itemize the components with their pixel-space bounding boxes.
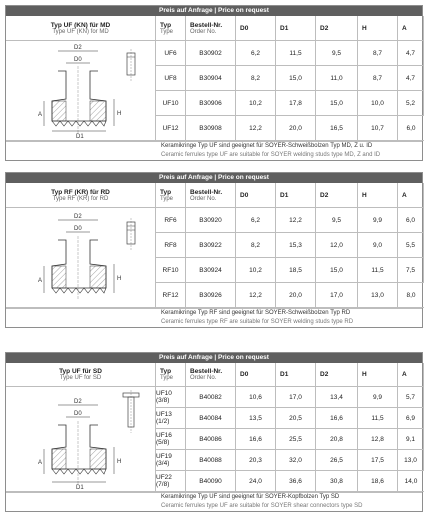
cell-h: 8,7 (358, 66, 398, 91)
svg-text:D1: D1 (76, 485, 84, 491)
section-title (6, 363, 156, 387)
cell-d0: 12,2 (236, 283, 276, 308)
header-a: A (398, 16, 424, 41)
title-de: Typ RF (KR) für RD (51, 188, 110, 196)
svg-text:A: A (38, 112, 43, 118)
header-type: Typ Type (156, 16, 186, 41)
svg-text:A: A (38, 278, 43, 284)
cell-type: RF12 (156, 283, 186, 308)
svg-text:D0: D0 (74, 57, 82, 63)
svg-text:D0: D0 (74, 411, 82, 417)
note-en: Ceramic ferrules type UF are suitable for SOYER welding studs type MD, Z and ID (161, 152, 381, 158)
cell-d0: 10,2 (236, 258, 276, 283)
cell-d0: 16,6 (236, 429, 276, 450)
header-h: H (358, 363, 398, 387)
header-order-no: Bestell-Nr. Order No. (186, 183, 236, 208)
cell-h: 10,0 (358, 91, 398, 116)
cell-order: B30904 (186, 66, 236, 91)
title-de: Typ UF (KN) für MD (50, 21, 111, 29)
section-uf-md (5, 5, 423, 161)
cell-type: RF6 (156, 208, 186, 233)
technical-drawing (6, 208, 156, 308)
cell-order: B40086 (186, 429, 236, 450)
cell-a: 5,7 (398, 387, 424, 408)
cell-d1: 17,0 (276, 387, 316, 408)
price-band: Preis auf Anfrage | Price on request (6, 6, 422, 16)
cell-d0: 10,2 (236, 91, 276, 116)
cell-h: 11,5 (358, 258, 398, 283)
ferrule-drawing-rf-rd (6, 208, 156, 308)
note-en: Ceramic ferrules type RF are suitable for SOYER welding studs type RD (161, 319, 354, 325)
cell-d1: 15,0 (276, 66, 316, 91)
svg-text:H: H (117, 459, 122, 465)
cell-d0: 10,6 (236, 387, 276, 408)
svg-text:D2: D2 (74, 45, 82, 51)
header-d1: D1 (276, 363, 316, 387)
cell-h: 9,9 (358, 387, 398, 408)
header-d2: D2 (316, 363, 358, 387)
cell-a: 6,9 (398, 408, 424, 429)
header-d0: D0 (236, 16, 276, 41)
cell-order: B40084 (186, 408, 236, 429)
cell-type: UF16 (5/8) (156, 429, 186, 450)
cell-d1: 20,5 (276, 408, 316, 429)
cell-d1: 12,2 (276, 208, 316, 233)
cell-d2: 16,5 (316, 116, 358, 141)
cell-type: UF10 (156, 91, 186, 116)
cell-d0: 8,2 (236, 66, 276, 91)
ferrule-drawing-uf-md (6, 41, 156, 141)
cell-a: 13,0 (398, 450, 424, 471)
cell-a: 8,0 (398, 283, 424, 308)
cell-type: UF19 (3/4) (156, 450, 186, 471)
cell-order: B40088 (186, 450, 236, 471)
cell-d2: 11,0 (316, 66, 358, 91)
cell-order: B30902 (186, 41, 236, 66)
cell-d1: 36,6 (276, 471, 316, 492)
svg-text:D0: D0 (74, 226, 82, 232)
note-de: Keramikringe Typ UF sind geeignet für SOYER-Schweißbolzen Typ MD, Z u. ID (161, 143, 373, 149)
header-h: H (358, 183, 398, 208)
cell-h: 8,7 (358, 41, 398, 66)
cell-h: 10,7 (358, 116, 398, 141)
svg-text:A: A (38, 460, 43, 466)
header-type: Typ Type (156, 363, 186, 387)
cell-d2: 26,5 (316, 450, 358, 471)
technical-drawing (6, 387, 156, 492)
cell-d2: 16,6 (316, 408, 358, 429)
section-notes (6, 308, 422, 327)
cell-order: B40090 (186, 471, 236, 492)
cell-type: UF6 (156, 41, 186, 66)
cell-h: 13,0 (358, 283, 398, 308)
cell-d2: 13,4 (316, 387, 358, 408)
title-de: Typ UF für SD (59, 368, 102, 375)
cell-d0: 6,2 (236, 41, 276, 66)
cell-d0: 20,3 (236, 450, 276, 471)
cell-d1: 25,5 (276, 429, 316, 450)
note-en: Ceramic ferrules type UF are suitable for SOYER shear connectors type SD (161, 503, 363, 509)
cell-a: 6,0 (398, 116, 424, 141)
cell-d0: 13,5 (236, 408, 276, 429)
cell-type: UF12 (156, 116, 186, 141)
header-d2: D2 (316, 16, 358, 41)
cell-h: 11,5 (358, 408, 398, 429)
cell-d1: 20,0 (276, 283, 316, 308)
cell-d0: 6,2 (236, 208, 276, 233)
cell-d1: 32,0 (276, 450, 316, 471)
cell-a: 14,0 (398, 471, 424, 492)
cell-type: UF13 (1/2) (156, 408, 186, 429)
cell-d0: 24,0 (236, 471, 276, 492)
section-notes (6, 141, 422, 160)
section-title (6, 16, 156, 41)
header-type: Typ Type (156, 183, 186, 208)
cell-order: B30924 (186, 258, 236, 283)
cell-order: B30906 (186, 91, 236, 116)
header-a: A (398, 183, 424, 208)
section-uf-sd (5, 352, 423, 512)
cell-d1: 11,5 (276, 41, 316, 66)
price-band: Preis auf Anfrage | Price on request (6, 173, 422, 183)
header-a: A (398, 363, 424, 387)
header-d1: D1 (276, 16, 316, 41)
cell-a: 5,2 (398, 91, 424, 116)
cell-order: B30922 (186, 233, 236, 258)
cell-type: RF10 (156, 258, 186, 283)
cell-d1: 20,0 (276, 116, 316, 141)
svg-text:D2: D2 (74, 399, 82, 405)
cell-d2: 30,8 (316, 471, 358, 492)
cell-order: B30908 (186, 116, 236, 141)
header-order-no: Bestell-Nr. Order No. (186, 16, 236, 41)
cell-d1: 15,3 (276, 233, 316, 258)
header-d2: D2 (316, 183, 358, 208)
cell-d2: 15,0 (316, 91, 358, 116)
cell-a: 4,7 (398, 66, 424, 91)
cell-a: 6,0 (398, 208, 424, 233)
cell-h: 9,9 (358, 208, 398, 233)
cell-d2: 9,5 (316, 41, 358, 66)
cell-order: B30926 (186, 283, 236, 308)
note-de: Keramikringe Typ RF sind geeignet für SOYER-Schweißbolzen Typ RD (161, 310, 351, 316)
cell-d1: 18,5 (276, 258, 316, 283)
cell-d0: 8,2 (236, 233, 276, 258)
title-en: Type UF (KN) for MD (52, 28, 109, 35)
header-h: H (358, 16, 398, 41)
svg-text:H: H (117, 111, 122, 117)
cell-h: 12,8 (358, 429, 398, 450)
header-d0: D0 (236, 183, 276, 208)
cell-type: UF10 (3/8) (156, 387, 186, 408)
header-d1: D1 (276, 183, 316, 208)
cell-h: 17,5 (358, 450, 398, 471)
section-title (6, 183, 156, 208)
svg-text:H: H (117, 276, 122, 282)
cell-d2: 15,0 (316, 258, 358, 283)
title-en: Type UF for SD (59, 375, 102, 381)
cell-h: 18,6 (358, 471, 398, 492)
svg-text:D2: D2 (74, 214, 82, 220)
cell-d2: 17,0 (316, 283, 358, 308)
cell-a: 9,1 (398, 429, 424, 450)
svg-text:D1: D1 (76, 134, 84, 140)
title-en: Type RF (KR) for RD (52, 195, 109, 202)
cell-type: RF8 (156, 233, 186, 258)
cell-a: 4,7 (398, 41, 424, 66)
section-notes (6, 492, 422, 511)
cell-order: B40082 (186, 387, 236, 408)
price-band: Preis auf Anfrage | Price on request (6, 353, 422, 363)
cell-type: UF22 (7/8) (156, 471, 186, 492)
header-d0: D0 (236, 363, 276, 387)
cell-h: 9,0 (358, 233, 398, 258)
cell-d2: 12,0 (316, 233, 358, 258)
cell-d1: 17,8 (276, 91, 316, 116)
ferrule-drawing-uf-sd (6, 387, 156, 492)
note-de: Keramikringe Typ UF sind geeignet für SOYER-Kopfbolzen Typ SD (161, 494, 340, 500)
section-rf-rd (5, 172, 423, 328)
header-order-no: Bestell-Nr. Order No. (186, 363, 236, 387)
cell-d2: 20,8 (316, 429, 358, 450)
cell-a: 7,5 (398, 258, 424, 283)
cell-a: 5,5 (398, 233, 424, 258)
cell-d0: 12,2 (236, 116, 276, 141)
technical-drawing (6, 41, 156, 141)
cell-order: B30920 (186, 208, 236, 233)
cell-type: UF8 (156, 66, 186, 91)
cell-d2: 9,5 (316, 208, 358, 233)
